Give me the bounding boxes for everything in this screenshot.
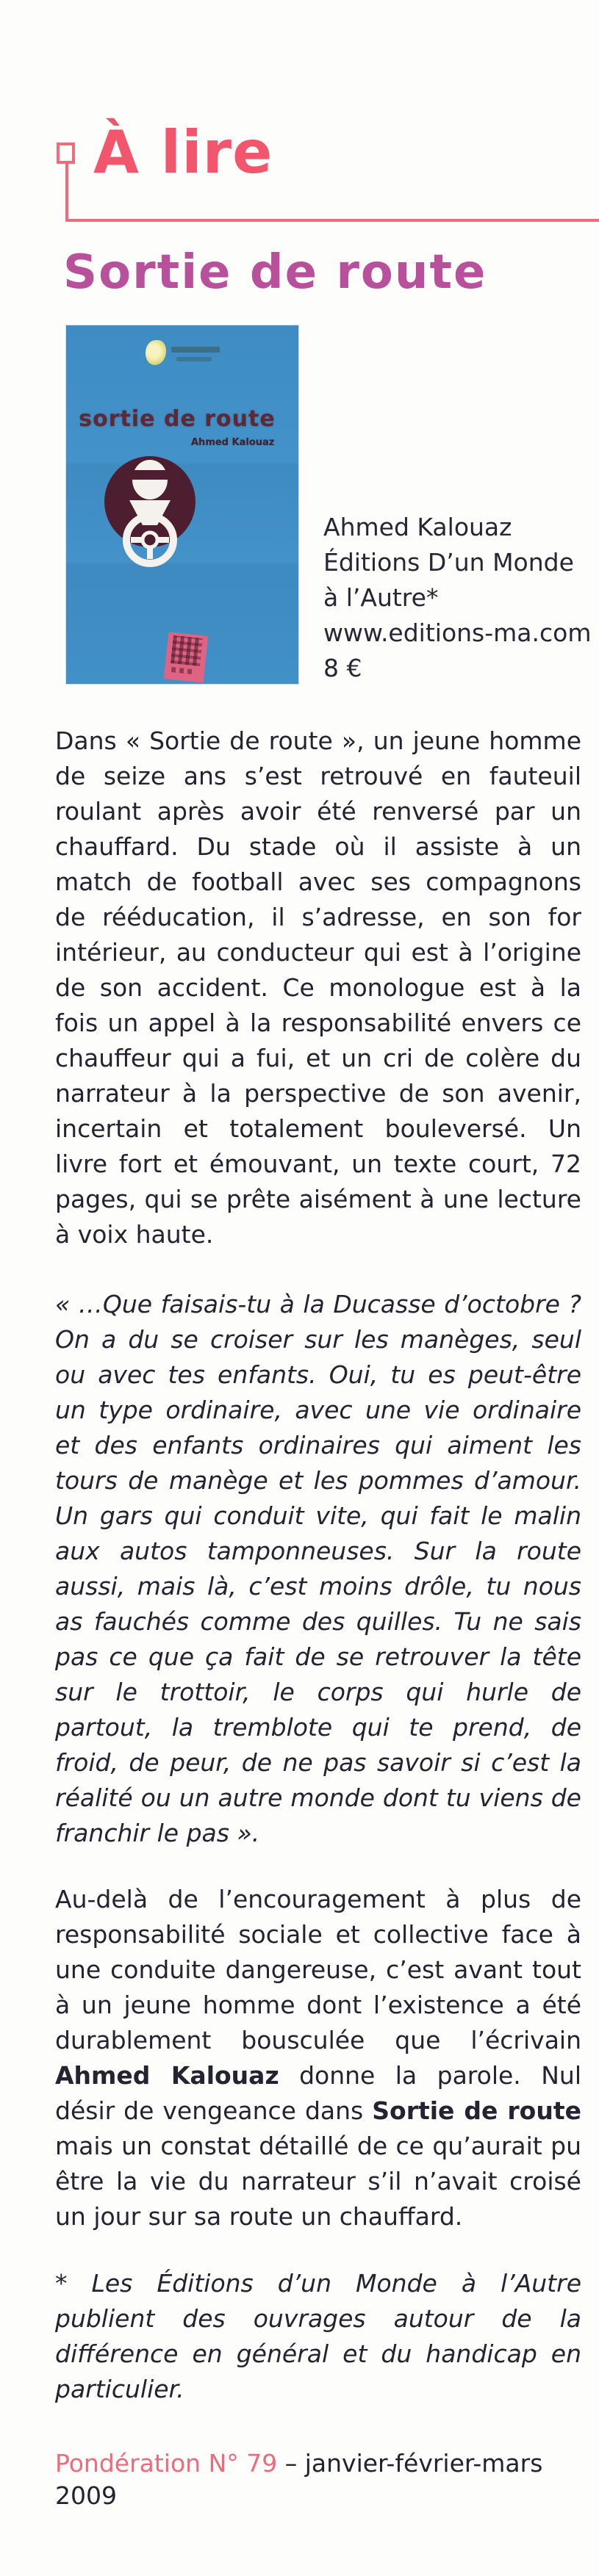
- cover-title: sortie de route: [79, 406, 276, 432]
- review-quote: « …Que faisais-tu à la Ducasse d’octobre ? On a du se croiser sur les manèges, seul ou avec tes enfants. Oui, tu es peut-être un type ordinaire, avec une vie ordinaire et des enfants ordinaires qui aiment les tours de manège et les pommes d’amour. Un gars qui conduit vite, qui fait le malin aux autos tamponneuses. Sur la route aussi, mais là, c’est moins drôle, tu nous as fauchés comme des quilles. Tu ne sais pas ce que ça fait de se retrouver la tête sur le trottoir, le corps qui hurle de partout, la tremblote qui te prend, de froid, de peur, de ne pas savoir si c’est la réalité ou un autre monde dont tu viens de franchir le pas ».: [55, 1290, 581, 1847]
- page-footer: [55, 2447, 599, 2512]
- issue-date: – janvier-février-mars 2009: [55, 2449, 543, 2510]
- section-rule-vertical: [65, 161, 68, 222]
- book-publisher-line1: Éditions D’un Monde: [323, 548, 574, 577]
- library-stamp: [164, 632, 208, 682]
- stamp-pattern: [171, 667, 196, 674]
- article-title: Sortie de route: [63, 245, 487, 300]
- book-price: 8 €: [323, 654, 362, 682]
- publisher-logo-text-blur: [171, 347, 220, 353]
- book-title-bold: Sortie de route: [372, 2096, 582, 2125]
- driver-steering-wheel-illustration: [93, 449, 210, 605]
- section-title: À lire: [93, 118, 273, 187]
- book-cover-image: [66, 325, 298, 684]
- stamp-pattern: [171, 635, 203, 666]
- cover-author: Ahmed Kalouaz: [191, 437, 275, 448]
- review-paragraph-2-text: mais un constat détaillé de ce qu’aurait pu être la vie du narrateur s’il n’avait croisé un jour sur sa route un chauffard.: [55, 2132, 581, 2231]
- publisher-logo-text-blur: [176, 357, 212, 361]
- publisher-logo-icon: [146, 340, 166, 365]
- review-paragraph-2-text: Au-delà de l’encouragement à plus de responsabilité sociale et collective face à une conduite dangereuse, c’est avant tout à un jeune homme dont l’existence a été durablement bousculée que l’écrivain: [55, 1885, 581, 2054]
- journal-name: Pondération N° 79: [55, 2449, 278, 2478]
- review-paragraph-2: [55, 1882, 581, 2234]
- author-name-bold: Ahmed Kalouaz: [55, 2061, 279, 2090]
- section-rule-horizontal: [65, 219, 599, 222]
- book-info-block: [323, 510, 592, 686]
- review-paragraph-2-text: donne la parole. Nul désir de vengeance dans: [55, 2061, 581, 2125]
- footnote: * Les Éditions d’un Monde à l’Autre publient des ouvrages autour de la différence en général et du handicap en particulier.: [55, 2269, 581, 2403]
- book-publisher-line2: à l’Autre*: [323, 583, 439, 612]
- book-author: Ahmed Kalouaz: [323, 513, 512, 541]
- review-paragraph-1: Dans « Sortie de route », un jeune homme de seize ans s’est retrouvé en fauteuil roulant après avoir été renversé par un chauffard. Du stade où il assiste à un match de football avec ses compagnons de rééducation, il s’adresse, en son for intérieur, au conducteur qui est à l’origine de son accident. Ce monologue est à la fois un appel à la responsabilité envers ce chauffeur qui a fui, et un cri de colère du narrateur à la perspective de son avenir, incertain et totalement bouleversé. Un livre fort et émouvant, un texte court, 72 pages, qui se prête aisément à une lecture à voix haute.: [55, 726, 581, 1249]
- book-website: www.editions-ma.com: [323, 618, 592, 647]
